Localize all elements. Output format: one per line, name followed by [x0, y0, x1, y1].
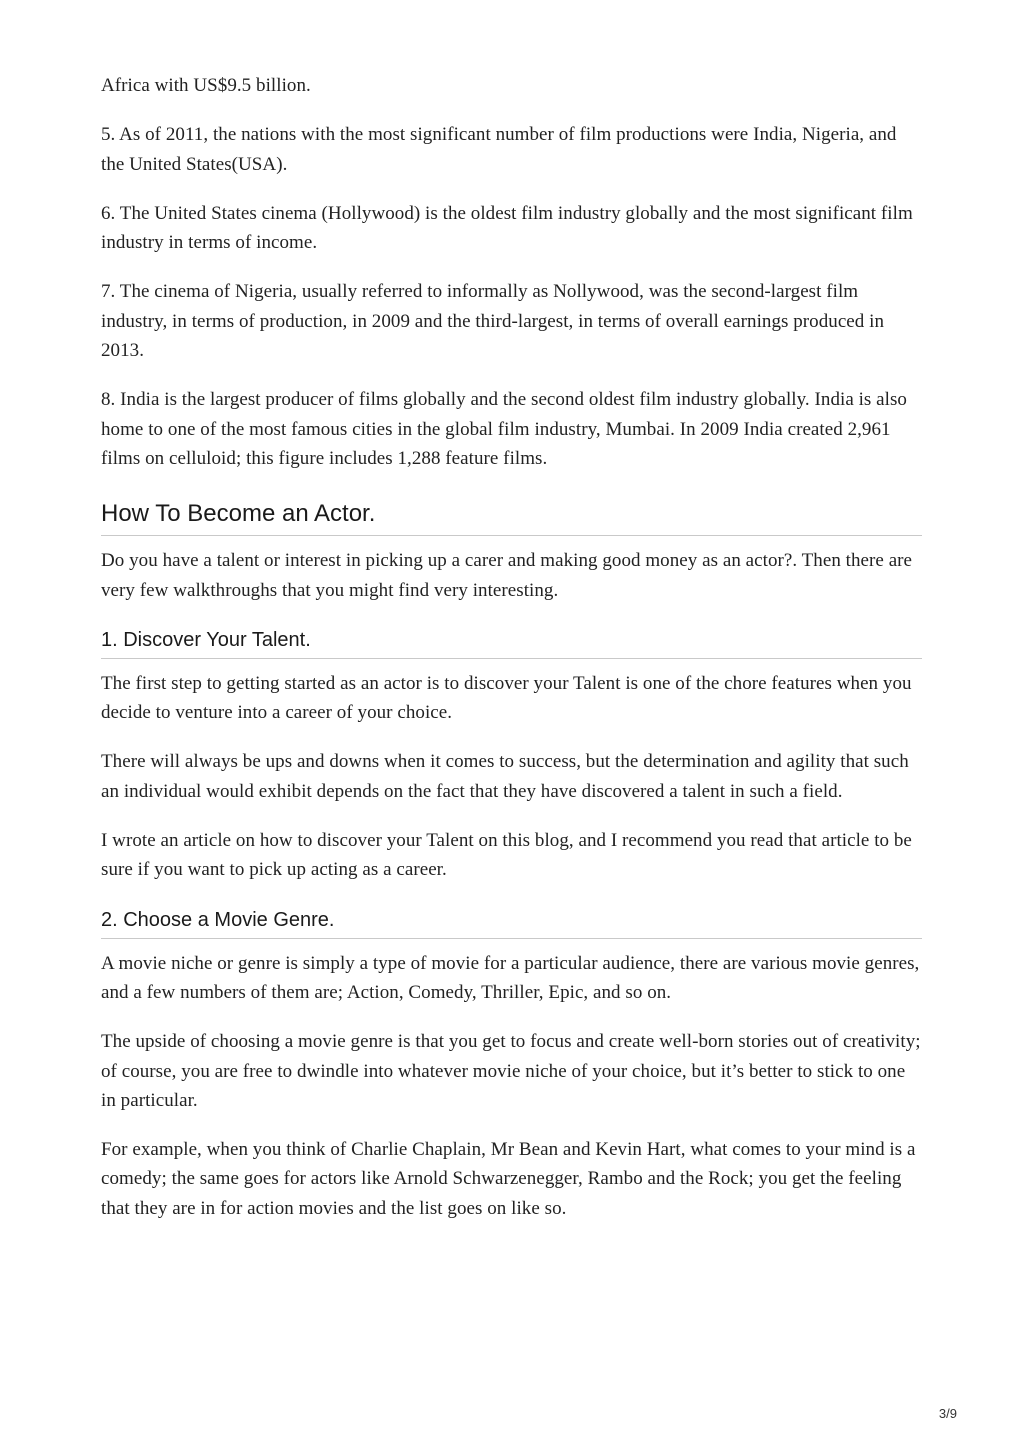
heading-how-to-become-actor: How To Become an Actor. — [101, 499, 922, 536]
paragraph-talent-3: I wrote an article on how to discover your Talent on this blog, and I recommend you read that article to be sure if you want to pick up acting as a career. — [101, 830, 912, 881]
paragraph-fact-6: 6. The United States cinema (Hollywood) is the oldest film industry globally and the most significant film industry in terms of income. — [101, 202, 913, 254]
heading-discover-talent: 1. Discover Your Talent. — [101, 627, 922, 659]
page-number: 3/9 — [938, 1406, 957, 1421]
paragraph-genre-2: The upside of choosing a movie genre is that you get to focus and create well-born stories out of creativity; of course, you are free to dwindle into whatever movie niche of your choice, but it’s better to stick to one in particular. — [101, 1031, 921, 1111]
paragraph-actor-intro: Do you have a talent or interest in picking up a carer and making good money as an actor?. Then there are very few walkthroughs that you might find very interesting. — [101, 550, 913, 601]
paragraph-genre-1: A movie niche or genre is simply a type of movie for a particular audience, there are various movie genres, and a few numbers of them are; Action, Comedy, Thriller, Epic, and so on. — [101, 952, 920, 1003]
paragraph-fact-8: 8. India is the largest producer of films globally and the second oldest film industry globally. India is also home to one of the most famous cities in the global film industry, Mumbai. In 2009 India created 2,961 films on celluloid; this figure includes 1,288 feature films. — [101, 389, 907, 469]
paragraph-fact-7: 7. The cinema of Nigeria, usually referred to informally as Nollywood, was the second-largest film industry, in terms of production, in 2009 and the third-largest, in terms of overall earnings produced in 2013. — [101, 281, 885, 362]
paragraph-talent-2: There will always be ups and downs when it comes to success, but the determination and agility that such an individual would exhibit depends on the fact that they have discovered a talent in such a field. — [101, 751, 909, 802]
heading-choose-genre: 2. Choose a Movie Genre. — [101, 907, 922, 939]
document-body — [101, 71, 922, 1243]
paragraph-africa-revenue: Africa with US$9.5 billion. — [101, 75, 311, 96]
paragraph-fact-5: 5. As of 2011, the nations with the most significant number of film productions were India, Nigeria, and the United States(USA). — [101, 124, 897, 175]
paragraph-genre-3: For example, when you think of Charlie Chaplain, Mr Bean and Kevin Hart, what comes to your mind is a comedy; the same goes for actors like Arnold Schwarzenegger, Rambo and the Rock; you get the feeling that they are in for action movies and the list goes on like so. — [101, 1139, 916, 1219]
paragraph-talent-1: The first step to getting started as an actor is to discover your Talent is one of the chore features when you decide to venture into a career of your choice. — [101, 672, 912, 724]
